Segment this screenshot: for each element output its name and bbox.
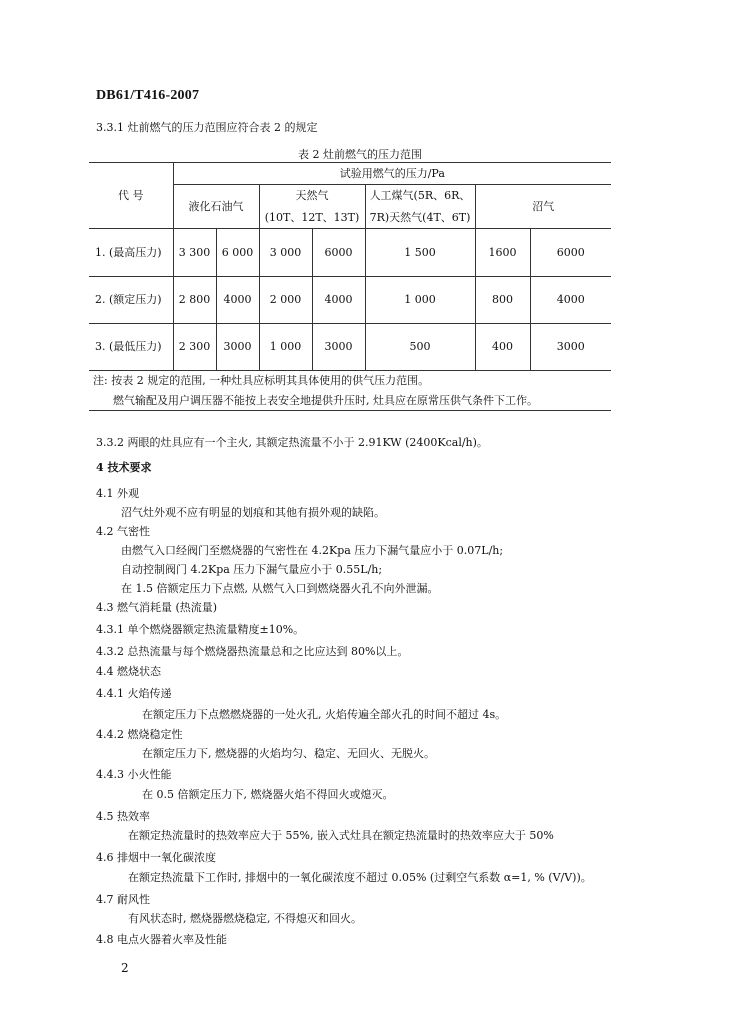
- clause-4-4-2: 4.4.2 燃烧稳定性: [96, 728, 183, 741]
- clause-body: 在额定热流量下工作时, 排烟中的一氧化碳浓度不超过 0.05% (过剩空气系数 α=1, % (V/V))。: [128, 871, 592, 884]
- cell: 3 300: [173, 229, 216, 277]
- pressure-table: [89, 162, 611, 411]
- clause-4-1: 4.1 外观: [96, 487, 139, 500]
- cell: 6000: [312, 229, 365, 277]
- clause-body: 在额定热流量时的热效率应大于 55%, 嵌入式灶具在额定热流量时的热效率应大于 50%: [128, 829, 554, 842]
- clause-4-4-1: 4.4.1 火焰传递: [96, 687, 172, 700]
- cell: 400: [475, 324, 530, 371]
- clause-4-8: 4.8 电点火器着火率及性能: [96, 933, 227, 946]
- cell: 3000: [216, 324, 259, 371]
- cell: 2 800: [173, 277, 216, 324]
- table-note: 注: 按表 2 规定的范围, 一种灶具应标明其具体使用的供气压力范围。 燃气输配及用户调压器不能按上表安全地提供升压时, 灶具应在原常压供气条件下工作。: [89, 371, 611, 411]
- table-caption: 表 2 灶前燃气的压力范围: [298, 148, 422, 161]
- cell: 4000: [216, 277, 259, 324]
- clause-4-4: 4.4 燃烧状态: [96, 665, 161, 678]
- clause-4-7: 4.7 耐风性: [96, 893, 150, 906]
- clause-body: 由燃气入口经阀门至燃烧器的气密性在 4.2Kpa 压力下漏气量应小于 0.07L/h;: [121, 544, 504, 557]
- table-row: [89, 229, 611, 277]
- clause-3-3-2: 3.3.2 两眼的灶具应有一个主火, 其额定热流量不小于 2.91KW (2400Kcal/h)。: [96, 436, 488, 449]
- clause-4-4-3: 4.4.3 小火性能: [96, 768, 172, 781]
- clause-4-3-1: 4.3.1 单个燃烧器额定热流量精度±10%。: [96, 623, 305, 636]
- table-row: [89, 277, 611, 324]
- clause-body: 在额定压力下, 燃烧器的火焰均匀、稳定、无回火、无脱火。: [142, 747, 435, 760]
- header-biogas: 沼气: [475, 185, 611, 229]
- page-number: 2: [121, 961, 129, 975]
- cell: 3000: [312, 324, 365, 371]
- cell: 3 000: [259, 229, 312, 277]
- header-natural-gas: 天然气 (10T、12T、13T): [259, 185, 365, 229]
- cell: 1 000: [365, 277, 475, 324]
- cell: 6000: [530, 229, 611, 277]
- clause-4-3-2: 4.3.2 总热流量与每个燃烧器热流量总和之比应达到 80%以上。: [96, 645, 409, 658]
- header-code: 代 号: [89, 163, 173, 229]
- clause-3-3-1: 3.3.1 灶前燃气的压力范围应符合表 2 的规定: [96, 121, 318, 134]
- cell: 2 300: [173, 324, 216, 371]
- clause-body: 在 0.5 倍额定压力下, 燃烧器火焰不得回火或熄灭。: [142, 788, 394, 801]
- clause-body: 自动控制阀门 4.2Kpa 压力下漏气量应小于 0.55L/h;: [121, 563, 383, 576]
- cell: 4000: [312, 277, 365, 324]
- cell: 1600: [475, 229, 530, 277]
- row-code: 3. (最低压力): [89, 324, 173, 371]
- cell: 1 500: [365, 229, 475, 277]
- header-lpg: 液化石油气: [173, 185, 259, 229]
- cell: 3000: [530, 324, 611, 371]
- cell: 500: [365, 324, 475, 371]
- cell: 4000: [530, 277, 611, 324]
- cell: 800: [475, 277, 530, 324]
- clause-body: 在额定压力下点燃燃烧器的一处火孔, 火焰传遍全部火孔的时间不超过 4s。: [142, 708, 507, 721]
- clause-body: 在 1.5 倍额定压力下点燃, 从燃气入口到燃烧器火孔不向外泄漏。: [121, 582, 439, 595]
- row-code: 1. (最高压力): [89, 229, 173, 277]
- cell: 1 000: [259, 324, 312, 371]
- cell: 6 000: [216, 229, 259, 277]
- clause-4-3: 4.3 燃气消耗量 (热流量): [96, 601, 218, 614]
- cell: 2 000: [259, 277, 312, 324]
- clause-body: 有风状态时, 燃烧器燃烧稳定, 不得熄灭和回火。: [128, 912, 362, 925]
- clause-body: 沼气灶外观不应有明显的划痕和其他有损外观的缺陷。: [121, 506, 385, 519]
- header-gas-pressure: 试验用燃气的压力/Pa: [173, 163, 611, 185]
- clause-4-5: 4.5 热效率: [96, 810, 150, 823]
- section-heading: 4 技术要求: [96, 461, 152, 474]
- table-row: [89, 324, 611, 371]
- clause-4-2: 4.2 气密性: [96, 525, 150, 538]
- header-manufactured-gas: 人工煤气(5R、6R、 7R)天然气(4T、6T): [365, 185, 475, 229]
- clause-4-6: 4.6 排烟中一氧化碳浓度: [96, 851, 216, 864]
- doc-code: DB61/T416-2007: [96, 88, 200, 103]
- row-code: 2. (额定压力): [89, 277, 173, 324]
